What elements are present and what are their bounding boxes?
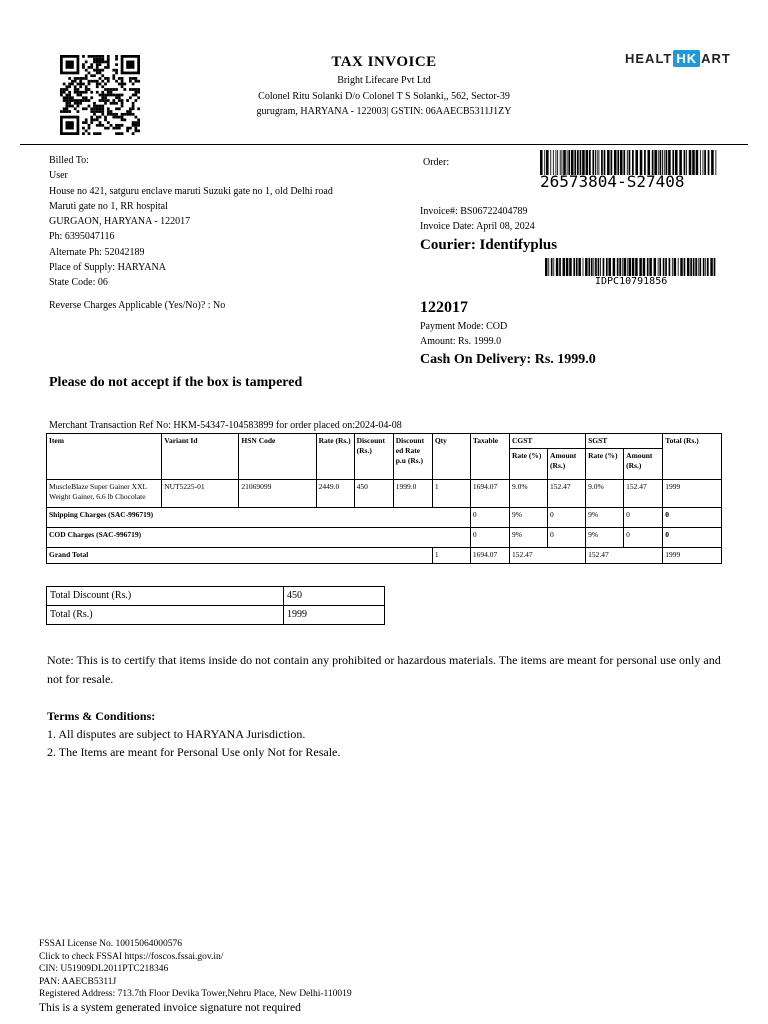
header-hsn: HSN Code — [239, 434, 316, 480]
terms-item-1: 1. All disputes are subject to HARYANA Jurisdiction. — [47, 727, 306, 741]
merchant-transaction-ref: Merchant Transaction Ref No: HKM-54347-104583899 for order placed on:2024-04-08 — [49, 420, 402, 431]
invoice-title: TAX INVOICE — [331, 54, 437, 70]
cell-total: 1999 — [663, 480, 722, 508]
reverse-charges: Reverse Charges Applicable (Yes/No)? : No — [49, 300, 226, 311]
cell-rate: 2449.0 — [316, 480, 354, 508]
cod-taxable: 0 — [470, 528, 509, 548]
table-row-cod — [47, 528, 722, 548]
delivery-pincode: 122017 — [420, 299, 468, 316]
registered-address: Registered Address: 713.7th Floor Devika Tower,Nehru Place, New Delhi-110019 — [39, 989, 352, 999]
terms-heading: Terms & Conditions: — [47, 709, 156, 723]
shipping-total: 0 — [663, 508, 722, 528]
healthkart-logo — [625, 50, 731, 67]
logo-text-mid: HK — [673, 50, 700, 67]
table-row-grand-total — [47, 548, 722, 564]
logo-text-right: ART — [701, 51, 731, 66]
billing-address-line2: Maruti gate no 1, RR hospital — [49, 200, 168, 212]
total-label: Total (Rs.) — [47, 606, 284, 625]
courier-barcode — [545, 258, 717, 276]
header-cgst-rate: Rate (%) — [509, 449, 547, 480]
company-name: Bright Lifecare Pvt Ltd — [337, 75, 431, 86]
invoice-items-table — [46, 433, 722, 564]
cin-number: CIN: U51909DL2011PTC218346 — [39, 964, 169, 974]
state-code: State Code: 06 — [49, 277, 108, 289]
total-discount-label: Total Discount (Rs.) — [47, 587, 284, 606]
billing-phone: Ph: 6395047116 — [49, 231, 115, 243]
certification-note: Note: This is to certify that items inside do not contain any prohibited or hazardous materials. The items are meant for personal use only and not for resale. — [47, 653, 721, 686]
shipping-taxable: 0 — [470, 508, 509, 528]
table-row-shipping — [47, 508, 722, 528]
courier-name: Courier: Identifyplus — [420, 237, 558, 253]
cell-cgst-amount: 152.47 — [548, 480, 586, 508]
cod-cgst-amount: 0 — [548, 528, 586, 548]
billing-address-line1: House no 421, satguru enclave maruti Suzuki gate no 1, old Delhi road — [49, 185, 333, 197]
terms-item-2: 2. The Items are meant for Personal Use only Not for Resale. — [47, 745, 341, 759]
grand-total-taxable: 1694.07 — [470, 548, 509, 564]
header-qty: Qty — [432, 434, 470, 480]
courier-barcode-text: IDPC10791856 — [595, 276, 668, 287]
invoice-number: Invoice#: BS06722404789 — [420, 206, 528, 217]
cell-cgst-rate: 9.0% — [509, 480, 547, 508]
header-discounted-rate: Discount ed Rate p.u (Rs.) — [393, 434, 432, 480]
cod-sgst-amount: 0 — [624, 528, 663, 548]
billing-address-line3: GURGAON, HARYANA - 122017 — [49, 216, 191, 228]
cell-hsn: 21069099 — [239, 480, 316, 508]
cell-sgst-amount: 152.47 — [624, 480, 663, 508]
fssai-license: FSSAI License No. 10015064000576 — [39, 939, 183, 949]
fssai-check-link[interactable]: Click to check FSSAI https://foscos.fssai.gov.in/ — [39, 951, 224, 962]
shipping-sgst-amount: 0 — [624, 508, 663, 528]
header-sgst-rate: Rate (%) — [586, 449, 624, 480]
logo-text-left: HEALT — [625, 51, 673, 66]
total-value: 1999 — [284, 606, 385, 625]
header-sgst: SGST — [586, 434, 663, 449]
place-of-supply: Place of Supply: HARYANA — [49, 262, 166, 274]
billed-to-name: User — [49, 170, 68, 182]
pan-number: PAN: AAECB5311J — [39, 976, 117, 987]
shipping-sgst-rate: 9% — [586, 508, 624, 528]
order-barcode — [540, 150, 718, 175]
system-generated-note: This is a system generated invoice signature not required — [39, 1001, 301, 1014]
totals-table — [46, 586, 385, 625]
company-address-line2: gurugram, HARYANA - 122003| GSTIN: 06AAECB5311J1ZY — [256, 106, 512, 117]
cell-qty: 1 — [432, 480, 470, 508]
header-sgst-amount: Amount (Rs.) — [624, 449, 663, 480]
order-label: Order: — [423, 157, 450, 168]
cod-cgst-rate: 9% — [509, 528, 547, 548]
cell-discount: 450 — [354, 480, 393, 508]
company-address-line1: Colonel Ritu Solanki D/o Colonel T S Solanki,, 562, Sector-39 — [258, 91, 510, 102]
order-amount: Amount: Rs. 1999.0 — [420, 336, 502, 347]
totals-row-discount — [47, 587, 385, 606]
cod-label: COD Charges (SAC-996719) — [47, 528, 471, 548]
billed-to-label: Billed To: — [49, 155, 89, 166]
cell-sgst-rate: 9.0% — [586, 480, 624, 508]
grand-total-sgst: 152.47 — [586, 548, 663, 564]
grand-total-value: 1999 — [663, 548, 722, 564]
tamper-warning: Please do not accept if the box is tampered — [49, 375, 303, 390]
totals-row-total — [47, 606, 385, 625]
invoice-date: Invoice Date: April 08, 2024 — [420, 221, 535, 232]
header-item: Item — [47, 434, 162, 480]
billing-alt-phone: Alternate Ph: 52042189 — [49, 246, 145, 258]
order-barcode-text: 26573804-S27408 — [540, 173, 685, 191]
cod-total: 0 — [663, 528, 722, 548]
header-discount: Discount (Rs.) — [354, 434, 393, 480]
header-divider — [20, 144, 748, 145]
cell-item: MuscleBlaze Super Gainer XXL Weight Gainer, 6.6 lb Chocolate — [47, 480, 162, 508]
header-cgst: CGST — [509, 434, 585, 449]
header-cgst-amount: Amount (Rs.) — [548, 449, 586, 480]
grand-total-label: Grand Total — [47, 548, 433, 564]
header-total: Total (Rs.) — [663, 434, 722, 480]
table-row-item — [47, 480, 722, 508]
grand-total-cgst: 152.47 — [509, 548, 585, 564]
billing-block — [49, 153, 333, 291]
shipping-label: Shipping Charges (SAC-996719) — [47, 508, 471, 528]
cell-taxable: 1694.07 — [470, 480, 509, 508]
payment-mode: Payment Mode: COD — [420, 321, 508, 332]
grand-total-qty: 1 — [432, 548, 470, 564]
footer — [39, 938, 352, 1015]
header-variant: Variant Id — [162, 434, 239, 480]
cell-variant: NUT5225-01 — [162, 480, 239, 508]
shipping-cgst-rate: 9% — [509, 508, 547, 528]
shipping-cgst-amount: 0 — [548, 508, 586, 528]
header-taxable: Taxable — [470, 434, 509, 480]
cash-on-delivery: Cash On Delivery: Rs. 1999.0 — [420, 352, 596, 367]
cell-discounted-rate: 1999.0 — [393, 480, 432, 508]
total-discount-value: 450 — [284, 587, 385, 606]
cod-sgst-rate: 9% — [586, 528, 624, 548]
header-rate: Rate (Rs.) — [316, 434, 354, 480]
